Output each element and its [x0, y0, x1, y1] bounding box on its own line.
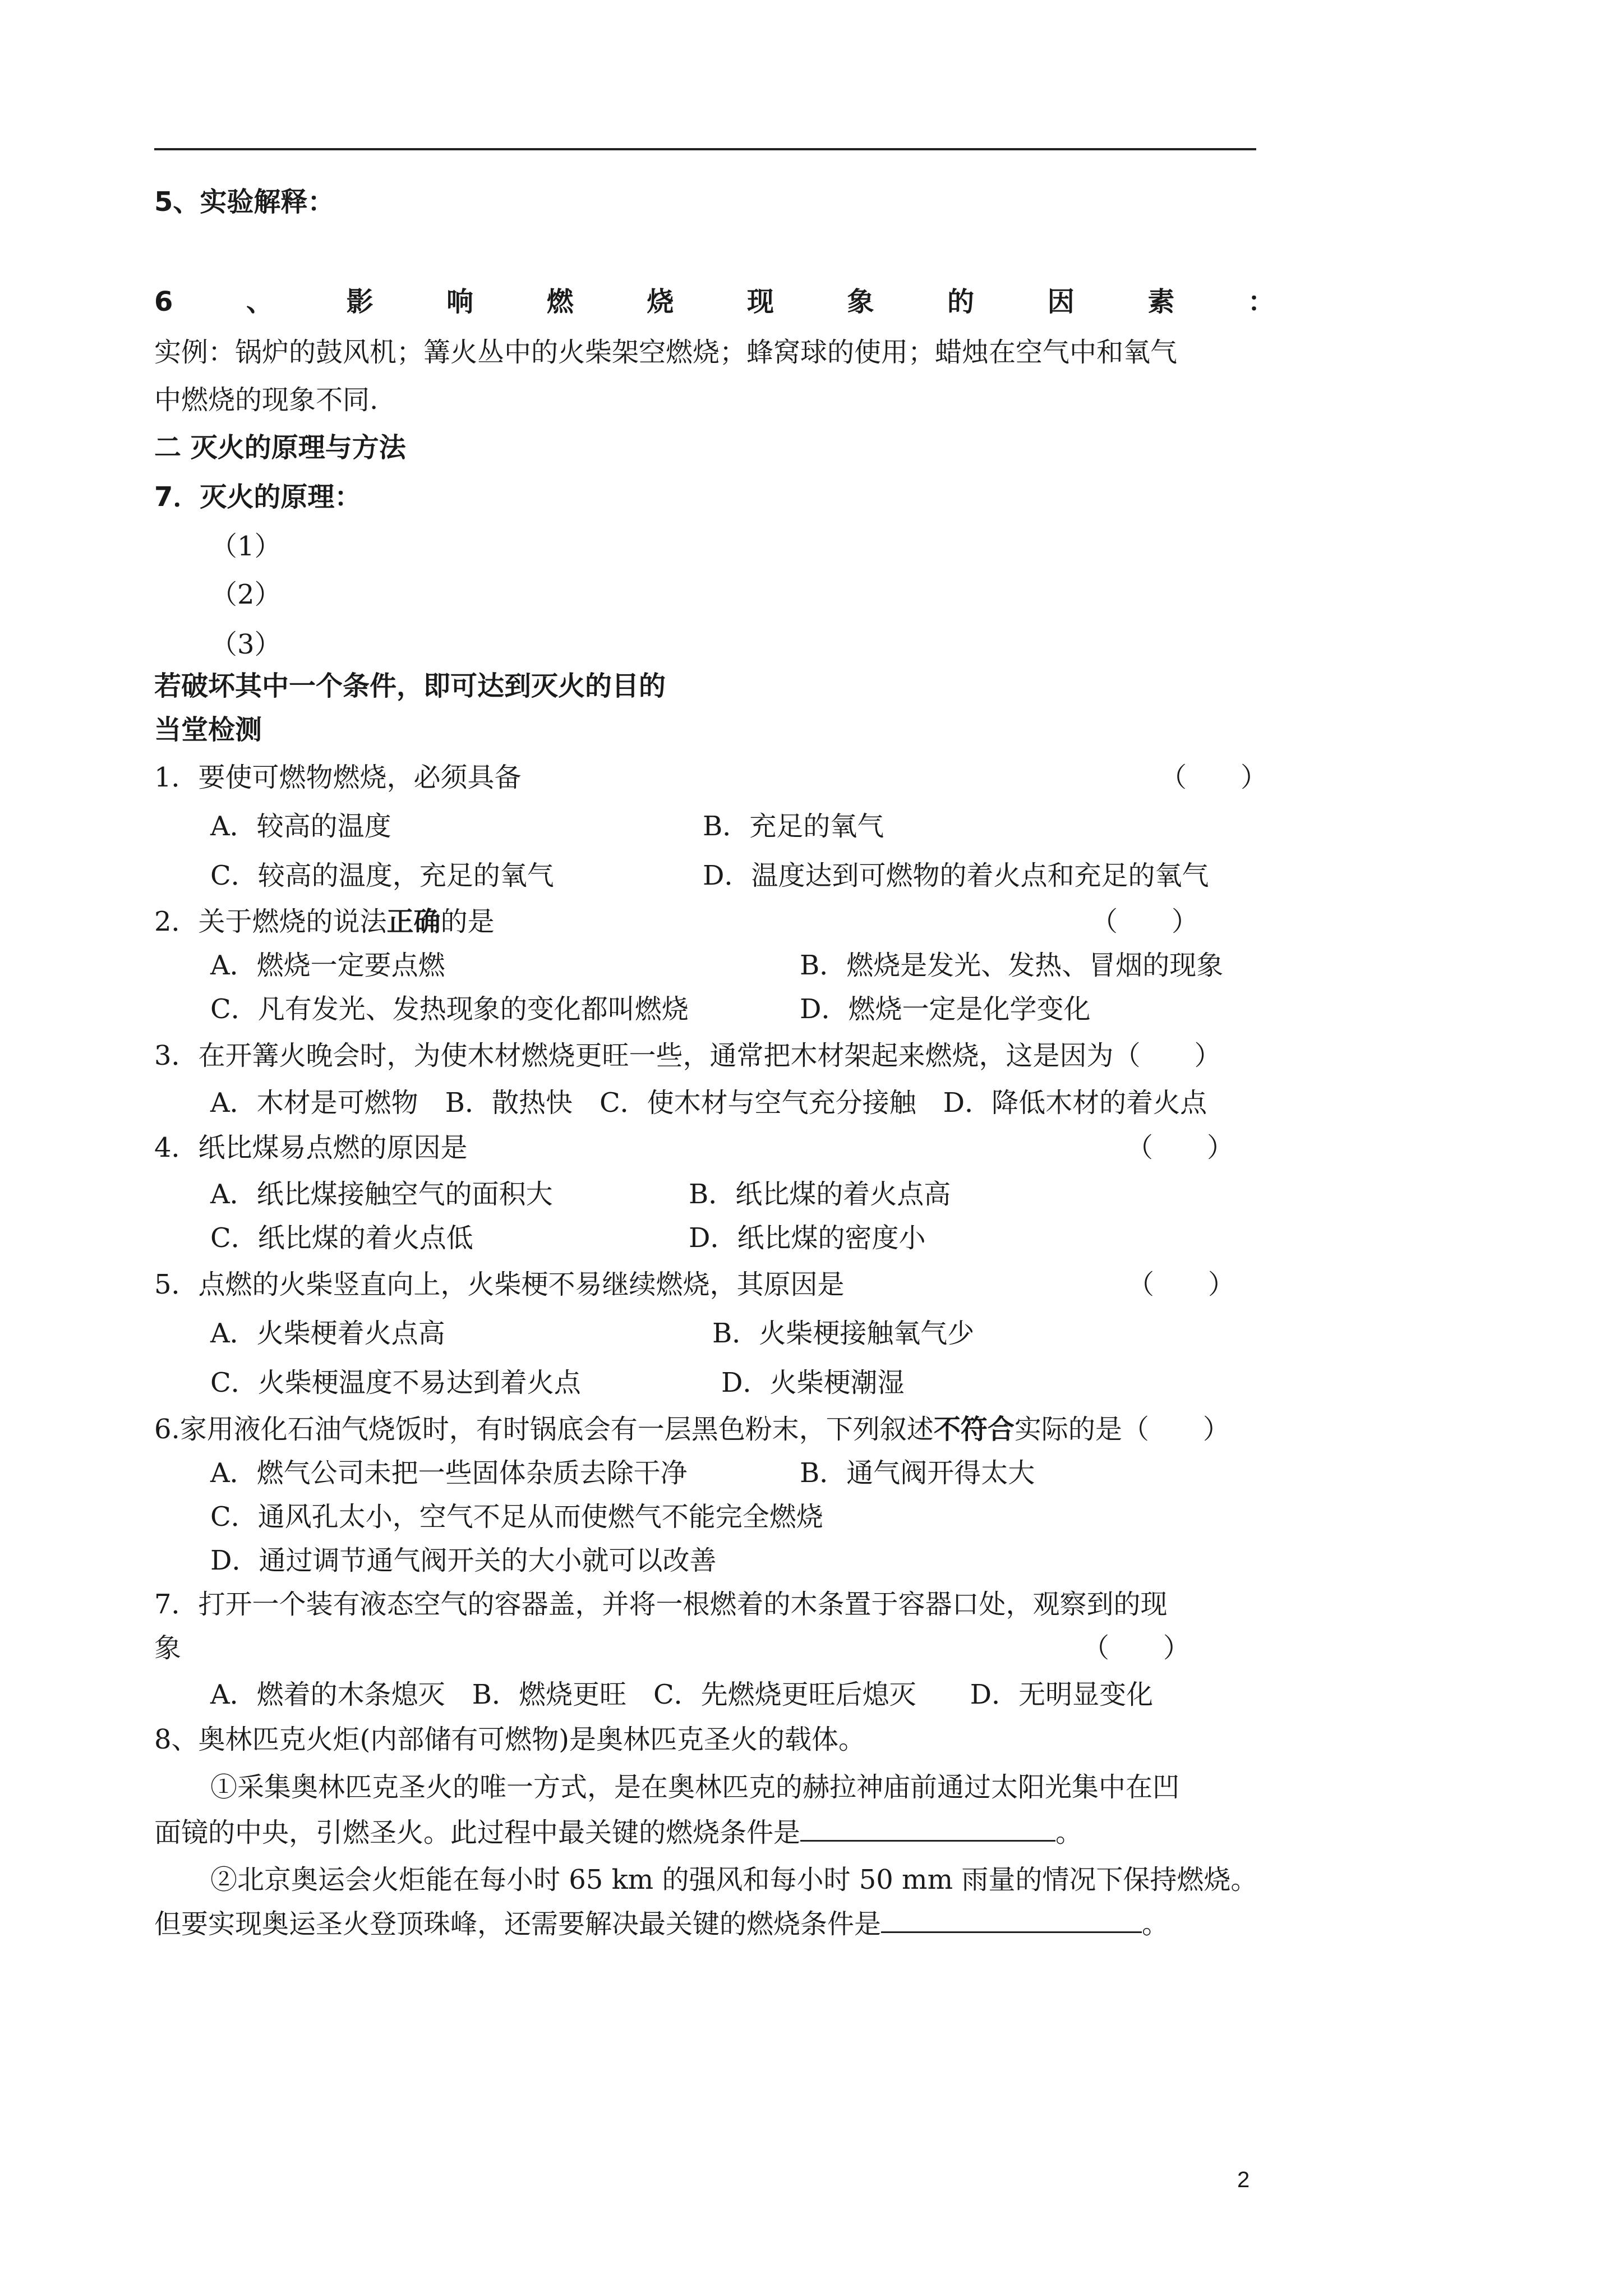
q4-stem: 4．纸比煤易点燃的原因是: [154, 1132, 468, 1163]
q6-option-a: A．燃气公司未把一些固体杂质去除干净: [210, 1457, 688, 1489]
q8-sub1-answer-blank[interactable]: [800, 1815, 1055, 1842]
q1-option-b: B．充足的氧气: [703, 811, 884, 842]
q2-stem: 2．关于燃烧的说法正确的是: [154, 906, 495, 937]
q5-option-d: D．火柴梗潮湿: [721, 1367, 905, 1398]
q2-option-b: B．燃烧是发光、发热、冒烟的现象: [800, 950, 1224, 981]
q3-options: A．木材是可燃物 B．散热快 C．使木材与空气充分接触 D．降低木材的着火点: [210, 1087, 1207, 1119]
q4-answer-paren: （ ）: [1126, 1132, 1234, 1163]
principle-note: 若破坏其中一个条件，即可达到灭火的目的: [154, 670, 666, 702]
header-rule: [154, 148, 1256, 150]
check-heading: 当堂检测: [154, 714, 262, 746]
q6-option-c: C．通风孔太小，空气不足从而使燃气不能完全燃烧: [210, 1501, 823, 1533]
q7-stem-line-2: 象: [154, 1632, 182, 1664]
q2-answer-paren: （ ）: [1091, 906, 1199, 937]
q4-option-a: A．纸比煤接触空气的面积大: [210, 1179, 553, 1210]
q8-sub1-line-1: ①采集奥林匹克圣火的唯一方式，是在奥林匹克的赫拉神庙前通过太阳光集中在凹: [210, 1772, 1180, 1803]
section-6-examples-line-1: 实例：锅炉的鼓风机；篝火丛中的火柴架空燃烧；蜂窝球的使用；蜡烛在空气中和氧气: [154, 337, 1178, 368]
q7-answer-paren: （ ）: [1082, 1632, 1191, 1664]
q6-option-b: B．通气阀开得太大: [800, 1457, 1035, 1489]
principle-1: （1）: [210, 531, 282, 562]
q2-option-d: D．燃烧一定是化学变化: [800, 993, 1091, 1025]
section-6-examples-line-2: 中燃烧的现象不同.: [154, 384, 379, 416]
q3-stem: 3．在开篝火晚会时，为使木材燃烧更旺一些，通常把木材架起来燃烧，这是因为（ ）: [154, 1040, 1221, 1071]
q7-stem-line-1: 7．打开一个装有液态空气的容器盖，并将一根燃着的木条置于容器口处，观察到的现: [154, 1589, 1168, 1620]
q5-stem: 5．点燃的火柴竖直向上，火柴梗不易继续燃烧，其原因是: [154, 1269, 845, 1300]
q1-option-c: C．较高的温度，充足的氧气: [210, 860, 554, 891]
section-6-heading: 6 、 影 响 燃 烧 现 象 的 因 素 ：: [154, 286, 1275, 318]
q8-stem: 8、奥林匹克火炬(内部储有可燃物)是奥林匹克圣火的载体。: [154, 1724, 865, 1755]
q8-sub1-line-2: 面镜的中央，引燃圣火。此过程中最关键的燃烧条件是 。: [154, 1815, 1082, 1849]
q6-option-d: D．通过调节通气阀开关的大小就可以改善: [210, 1545, 717, 1576]
q4-option-d: D．纸比煤的密度小: [689, 1222, 926, 1254]
q5-option-b: B．火柴梗接触氧气少: [712, 1318, 975, 1349]
q4-option-b: B．纸比煤的着火点高: [689, 1179, 951, 1210]
section-5-heading: 5、实验解释：: [154, 186, 335, 218]
q8-sub2-line-1: ②北京奥运会火炬能在每小时 65 km 的强风和每小时 50 mm 雨量的情况下保持燃烧。: [210, 1864, 1258, 1895]
q5-answer-paren: （ ）: [1127, 1269, 1235, 1300]
q2-option-c: C．凡有发光、发热现象的变化都叫燃烧: [210, 993, 689, 1025]
q1-option-d: D．温度达到可燃物的着火点和充足的氧气: [703, 860, 1209, 891]
q8-sub2-answer-blank[interactable]: [881, 1907, 1142, 1933]
q5-option-a: A．火柴梗着火点高: [210, 1318, 445, 1349]
q1-stem: 1．要使可燃物燃烧，必须具备: [154, 762, 522, 793]
q2-option-a: A．燃烧一定要点燃: [210, 950, 445, 981]
principle-3: （3）: [210, 629, 282, 660]
q5-option-c: C．火柴梗温度不易达到着火点: [210, 1367, 581, 1398]
q4-option-c: C．纸比煤的着火点低: [210, 1222, 473, 1254]
part-2-heading: 二 灭火的原理与方法: [154, 432, 406, 463]
q7-options: A．燃着的木条熄灭 B．燃烧更旺 C．先燃烧更旺后熄灭 D．无明显变化: [210, 1679, 1154, 1710]
q8-sub2-line-2: 但要实现奥运圣火登顶珠峰，还需要解决最关键的燃烧条件是 。: [154, 1907, 1169, 1941]
q1-answer-paren: （ ）: [1160, 762, 1268, 793]
q6-stem: 6.家用液化石油气烧饭时，有时锅底会有一层黑色粉末，下列叙述不符合实际的是（ ）: [154, 1414, 1230, 1445]
q1-option-a: A．较高的温度: [210, 811, 391, 842]
principle-2: （2）: [210, 579, 282, 610]
page-number: 2: [1237, 2168, 1250, 2192]
section-7-heading: 7．灭火的原理：: [154, 481, 362, 513]
